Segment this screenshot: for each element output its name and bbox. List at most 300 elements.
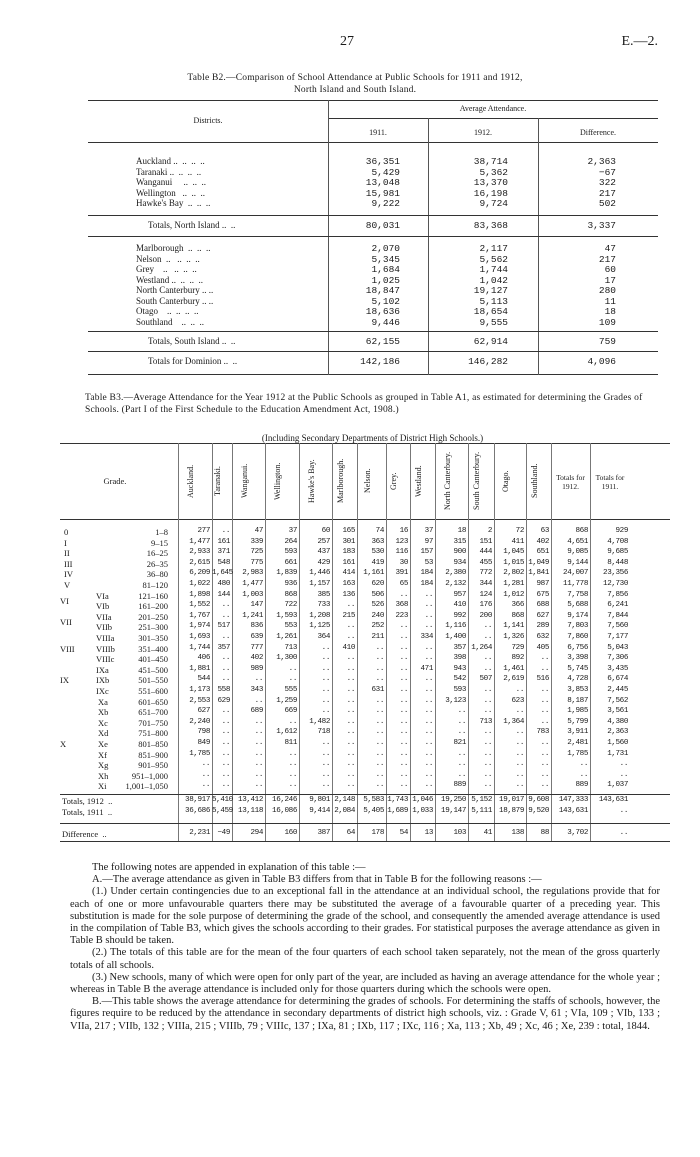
b3-row-20-col-4: ..: [321, 739, 330, 747]
b3-row-13-col-9: 943: [453, 664, 466, 673]
b3-row-10-col-4: 364: [317, 633, 330, 641]
b3-row-13-col-11: 1,461: [503, 664, 524, 673]
b3-grade-group-vi: VI: [60, 595, 69, 606]
b3-row-20-col-8: ..: [424, 739, 433, 747]
b3-row-21-col-14: 1,731: [607, 749, 628, 758]
b2-row-north-0: [88, 156, 658, 167]
b3-row-9-col-7: ..: [399, 622, 408, 631]
b3-row-12-col-13: 3,398: [567, 654, 588, 663]
b3-row-17-col-13: 1,985: [567, 707, 588, 716]
b3-row-1-col-7: 123: [395, 537, 408, 546]
b3-row-5-col-7: 65: [399, 580, 408, 588]
b3-totals_1912-col-3: 16,246: [272, 796, 297, 804]
b2-row-dominion-total-1911: 142,186: [360, 356, 400, 367]
b3-row-23-grade: Xh: [98, 770, 109, 781]
b3-row-9-col-1: 517: [217, 622, 230, 631]
b3-row-13-grade: IXa: [96, 664, 109, 675]
b3-row-16-col-12: ..: [540, 696, 549, 705]
b2-row-north-total-1911: 80,031: [365, 220, 400, 231]
b3-row-21-col-0: 1,785: [189, 749, 210, 758]
b3-row-21-col-4: ..: [321, 749, 330, 758]
b3-row-5-col-12: 987: [536, 580, 549, 588]
b3-row-23-col-9: ..: [457, 770, 466, 779]
b3-row-0-col-4: 60: [321, 527, 330, 535]
b3-row-24-col-13: 889: [575, 781, 588, 790]
b3-row-11-col-14: 5,043: [607, 643, 628, 652]
b3-row-6-col-6: 506: [371, 590, 384, 599]
b3-row-9-col-9: 1,116: [445, 622, 466, 631]
b3-row-22-range: 901–950: [138, 760, 168, 771]
b3-row-0-col-6: 74: [375, 527, 384, 535]
b3-row-17-col-8: ..: [424, 707, 433, 716]
b3-row-1-col-14: 4,708: [607, 537, 628, 546]
b3-row-18-col-0: 2,240: [189, 717, 210, 726]
b2-row-north-4-1911: 9,222: [371, 198, 400, 209]
b3-totals_1911-col-8: 1,033: [412, 806, 433, 815]
b3-row-4-col-14: 23,356: [603, 569, 628, 578]
b3-row-20-grade: Xe: [98, 739, 108, 749]
b3-row-22-col-3: ..: [288, 760, 297, 769]
b3-row-7-col-8: ..: [424, 601, 433, 610]
b3-row-8-col-4: 1,208: [309, 611, 330, 620]
b3-row-12-col-14: 7,306: [607, 654, 628, 663]
b3-row-16-col-9: 3,123: [445, 696, 466, 705]
b2-row-south-2-difference: 60: [604, 264, 616, 275]
b2-row-south-6-1912: 18,654: [473, 306, 508, 317]
b2-row-south-4-difference: 280: [598, 285, 616, 296]
b3-totals_1912-col-7: 1,743: [387, 796, 408, 804]
b3-row-22-grade: Xg: [98, 760, 109, 771]
b3-row-5-col-5: 163: [342, 580, 355, 588]
b3-totals_1911-col-12: 9,520: [528, 806, 549, 815]
b3-row-15-col-7: ..: [399, 686, 408, 694]
b3-row-8-col-2: 1,241: [242, 611, 263, 620]
b3-row-9-col-11: 1,141: [503, 622, 524, 631]
b3-row-20-col-9: 821: [453, 739, 466, 747]
b2-rule-south-total: [88, 351, 658, 352]
b3-difference-col-11: 138: [511, 829, 524, 838]
b3-row-8-col-14: 7,844: [607, 611, 628, 620]
b3-row-2-col-6: 530: [371, 548, 384, 557]
b3-row-9-col-0: 1,974: [189, 622, 210, 631]
b3-totals_1912-col-0: 38,917: [185, 796, 210, 804]
b3-row-16-col-13: 8,187: [567, 696, 588, 705]
b3-row-2-col-13: 9,085: [567, 548, 588, 557]
b3-totals_1911-col-4: 9,414: [309, 806, 330, 815]
b3-row-18-col-13: 5,799: [567, 717, 588, 726]
b3-row-14-col-2: ..: [254, 675, 263, 684]
b3-row-3-col-14: 8,448: [607, 558, 628, 567]
b3-row-0-col-10: 2: [487, 527, 492, 535]
b3-row-15-col-13: 3,853: [567, 686, 588, 694]
b3-row-24-col-8: ..: [424, 781, 433, 790]
b3-row-19-col-9: ..: [457, 728, 466, 737]
b3-row-16-range: 601–650: [138, 696, 168, 707]
b3-row-10-col-12: 632: [536, 633, 549, 641]
b2-row-south-5-district: South Canterbury .. ..: [136, 295, 214, 306]
b3-row-7-col-0: 1,552: [189, 601, 210, 610]
b3-difference-col-7: 54: [399, 829, 408, 838]
b3-row-15-grade: IXc: [96, 686, 109, 696]
b3-row-17-grade: Xb: [98, 707, 109, 718]
b2-row-north-2-difference: 322: [598, 177, 616, 188]
b3-row-14-col-3: ..: [288, 675, 297, 684]
b2-row-south-total: [88, 336, 658, 347]
b3-rule-top: [60, 443, 670, 444]
page-header: [0, 34, 700, 50]
b3-totals_1911-col-3: 16,086: [272, 806, 297, 815]
b3-totals_1912-col-8: 1,046: [412, 796, 433, 804]
b3-row-19-col-14: 2,363: [607, 728, 628, 737]
b3-row-22-col-2: ..: [254, 760, 263, 769]
document-reference: E.—2.: [621, 34, 658, 49]
b3-row-18-col-2: ..: [254, 717, 263, 726]
b3-row-1-col-3: 264: [284, 537, 297, 546]
b3-row-14-grade: IXb: [96, 675, 110, 686]
b3-row-4-col-11: 2,802: [503, 569, 524, 578]
b3-row-1-col-11: 411: [511, 537, 524, 546]
note-b: B.—This table shows the average attendance for determining the grades of schools. For determining the staffs of schools, however, the figures require to be reduced by the attendance in secondary departments of district high schools, viz. : Grade V, 61 ; VIa, 109 ; VIb, 133 ; VIIa, 217 ; VIIb, 132 ; VIIIa, 215 ; VIIIb, 79 ; VIIIc, 137 ; IXa, 81 ; IXb, 117 ; IXc, 116 ; Xa, 113 ; Xb, 49 ; Xc, 46 ; Xe, 239 : total, 1844.: [70, 996, 660, 1032]
b3-row-7-col-1: ..: [221, 601, 230, 610]
b3-row-2-col-8: 157: [420, 548, 433, 557]
b3-row-13-col-0: 1,881: [189, 664, 210, 673]
b3-row-8-col-7: 223: [395, 611, 408, 620]
b2-row-south-4: [88, 285, 658, 296]
b3-row-8-col-6: 240: [371, 611, 384, 620]
b3-row-17-col-14: 3,561: [607, 707, 628, 716]
b3-row-9-grade: VIIb: [96, 622, 113, 633]
b3-row-6-col-8: ..: [424, 590, 433, 599]
b2-row-south-5-1912: 5,113: [479, 295, 508, 307]
b3-row-10-col-6: 211: [371, 633, 384, 641]
b3-row-19-col-8: ..: [424, 728, 433, 737]
b3-row-23-col-5: ..: [346, 770, 355, 779]
b3-row-14-col-8: ..: [424, 675, 433, 684]
b3-row-11-col-12: 405: [536, 643, 549, 652]
b2-row-south-total-difference: 759: [598, 336, 616, 347]
b3-totals_1912-label: Totals, 1912 ..: [62, 796, 113, 806]
b3-row-2-col-0: 2,933: [189, 548, 210, 557]
b2-row-north-0-1911: 36,351: [365, 156, 400, 167]
b2-row-south-6-1911: 18,636: [365, 306, 400, 317]
b3-totals_1911-col-10: 5,111: [471, 806, 492, 815]
b2-row-dominion-total-difference: 4,096: [587, 356, 616, 367]
b3-row-7-col-4: 733: [317, 601, 330, 610]
b3-row-16-col-1: 629: [217, 696, 230, 705]
b3-row-17-col-11: ..: [515, 707, 524, 716]
b3-row-8-col-11: 868: [511, 611, 524, 620]
b3-row-24-col-0: ..: [201, 781, 210, 790]
b3-row-19-grade: Xd: [98, 728, 109, 739]
b3-grade-group-vii: VII: [60, 617, 72, 628]
b2-row-north-1-1912: 5,362: [479, 166, 508, 178]
b3-row-2-col-10: 444: [479, 548, 492, 557]
b3-row-5-col-1: 480: [217, 580, 230, 588]
b3-grade-group-x: X: [60, 739, 67, 749]
b3-header-district-4: Hawke's Bay.: [306, 459, 316, 503]
b3-row-20-col-11: ..: [515, 739, 524, 747]
b3-row-11-col-8: ..: [424, 643, 433, 652]
b3-row-12-grade: VIIIc: [96, 654, 115, 665]
b3-row-7-col-9: 410: [453, 601, 466, 610]
b3-row-10-col-8: 334: [420, 633, 433, 641]
b3-row-9-col-2: 836: [250, 622, 263, 631]
b2-row-north-3: [88, 188, 658, 199]
b3-row-18-col-10: 713: [479, 717, 492, 726]
b3-row-1-col-2: 339: [250, 537, 263, 546]
b3-row-22-col-6: ..: [375, 760, 384, 769]
b2-row-south-3: [88, 275, 658, 286]
b3-row-1-col-0: 1,477: [189, 537, 210, 546]
b3-row-12-col-9: 398: [453, 654, 466, 663]
b2-row-south-0-difference: 47: [604, 243, 616, 254]
b3-totals_1911-col-11: 18,879: [499, 806, 524, 815]
b3-row-20-col-0: 849: [197, 739, 210, 747]
b3-row-17-col-9: ..: [457, 707, 466, 716]
b3-row-22-col-12: ..: [540, 760, 549, 769]
b3-totals_1912-col-6: 5,583: [363, 796, 384, 804]
b3-row-2-grade: II: [64, 548, 70, 559]
b3-row-21-col-10: ..: [483, 749, 492, 758]
b3-row-23-col-6: ..: [375, 770, 384, 779]
b3-difference-col-0: 2,231: [189, 829, 210, 838]
b3-row-16-col-8: ..: [424, 696, 433, 705]
b2-row-north-4-difference: 502: [598, 198, 616, 209]
b3-row-21-col-6: ..: [375, 749, 384, 758]
b3-row-0-col-1: ..: [221, 527, 230, 535]
b3-row-5-col-9: 2,132: [445, 580, 466, 588]
b3-header-district-3: Wellington.: [273, 462, 282, 500]
b3-row-10-col-3: 1,261: [276, 633, 297, 641]
b3-row-15-col-11: ..: [515, 686, 524, 694]
b2-row-north-1: [88, 167, 658, 178]
b2-header-districts: Districts.: [193, 116, 223, 125]
b3-row-1-col-9: 315: [453, 537, 466, 546]
b2-row-north-3-district: Wellington .. .. ..: [136, 187, 206, 198]
b3-row-24-col-3: ..: [288, 781, 297, 790]
b3-row-5-col-2: 1,477: [242, 580, 263, 588]
b3-row-23-col-8: ..: [424, 770, 433, 779]
b3-row-23-col-11: ..: [515, 770, 524, 779]
b3-row-0-col-0: 277: [197, 527, 210, 535]
b2-row-south-0: [88, 243, 658, 254]
b3-row-9-col-6: 252: [371, 622, 384, 631]
b3-row-4-col-12: 1,841: [528, 569, 549, 578]
b3-row-23-col-2: ..: [254, 770, 263, 779]
b3-row-9-col-13: 7,803: [567, 622, 588, 631]
b3-row-18-grade: Xc: [98, 717, 108, 728]
b3-row-6-col-13: 7,758: [567, 590, 588, 599]
b3-row-22-col-0: ..: [201, 760, 210, 769]
b3-row-5-grade: V: [64, 580, 71, 590]
b3-row-10-col-2: 639: [250, 633, 263, 641]
b3-row-14-col-0: 544: [197, 675, 210, 684]
b3-row-1-col-13: 4,651: [567, 537, 588, 546]
b3-row-11-col-3: 713: [284, 643, 297, 652]
b3-row-9-col-12: 289: [536, 622, 549, 631]
b2-row-south-3-difference: 17: [604, 274, 616, 286]
b2-row-north-0-difference: 2,363: [587, 156, 616, 167]
b3-row-16-grade: Xa: [98, 696, 108, 707]
b2-row-north-1-district: Taranaki .. .. .. ..: [136, 166, 202, 177]
b2-row-south-0-1911: 2,070: [371, 243, 400, 254]
b3-row-0-col-5: 165: [342, 527, 355, 535]
b3-row-5-col-0: 1,022: [189, 580, 210, 588]
b3-row-20-col-3: 811: [284, 739, 297, 747]
b3-row-14-range: 501–550: [138, 675, 168, 686]
b3-difference-col-9: 103: [453, 829, 466, 838]
b3-row-6-col-12: 675: [536, 590, 549, 599]
b3-row-6-col-14: 7,856: [607, 590, 628, 599]
b3-row-6-col-0: 1,898: [189, 590, 210, 599]
b3-row-24-col-4: ..: [321, 781, 330, 790]
b2-row-dominion-total-district: Totals for Dominion .. ..: [148, 356, 238, 366]
b3-row-9-col-8: ..: [424, 622, 433, 631]
b3-row-9-col-5: ..: [346, 622, 355, 631]
b3-row-0-col-8: 37: [424, 527, 433, 535]
b3-row-17-col-2: 689: [250, 707, 263, 716]
b3-header-district-0: Auckland.: [186, 464, 195, 498]
b3-row-15-col-9: 593: [453, 686, 466, 694]
note-a-heading: A.—The average attendance as given in Table B3 differs from that in Table B for the following reasons :—: [92, 874, 542, 886]
b3-row-20-col-10: ..: [483, 739, 492, 747]
b3-row-8-col-10: 200: [479, 611, 492, 620]
b3-row-16-col-0: 2,553: [189, 696, 210, 705]
b3-row-7-range: 161–200: [138, 601, 168, 612]
b2-row-south-1-1912: 5,562: [479, 253, 508, 265]
b3-header-total-1912: Totals for 1912.: [556, 473, 585, 491]
b3-row-2-col-1: 371: [217, 548, 230, 557]
b3-row-13-col-2: 989: [250, 664, 263, 673]
b3-row-6-col-7: ..: [399, 590, 408, 599]
b3-row-2-col-5: 183: [342, 548, 355, 557]
b3-row-14-col-11: 2,619: [503, 675, 524, 684]
b3-row-1-col-5: 301: [342, 537, 355, 546]
b3-row-5-col-8: 184: [420, 580, 433, 588]
b3-difference-col-5: 64: [346, 829, 355, 838]
b3-row-10-col-7: ..: [399, 633, 408, 641]
b3-row-22-col-10: ..: [483, 760, 492, 769]
b3-totals_1911-col-13: 143,631: [558, 806, 588, 815]
b3-row-13-col-6: ..: [375, 664, 384, 673]
b2-header-average-attendance: Average Attendance.: [459, 104, 527, 113]
b3-row-23-col-0: ..: [201, 770, 210, 779]
b2-header-difference: Difference.: [579, 128, 617, 137]
b2-rule-group: [328, 118, 658, 119]
b3-row-23-col-3: ..: [288, 770, 297, 779]
b3-row-4-col-8: 184: [420, 569, 433, 578]
b3-row-23-range: 951–1,000: [131, 770, 168, 781]
b2-row-north-2-district: Wanganui .. .. ..: [136, 177, 207, 187]
b3-row-13-col-14: 3,435: [607, 664, 628, 673]
b3-totals_1912-col-10: 5,152: [471, 796, 492, 804]
b3-row-23-col-13: ..: [579, 770, 588, 779]
b3-rule-difference: [60, 823, 670, 824]
b3-row-20-col-7: ..: [399, 739, 408, 747]
b3-row-3-col-12: 1,049: [528, 558, 549, 567]
b2-row-north-total-district: Totals, North Island .. ..: [148, 220, 236, 230]
b3-row-19-col-4: 718: [317, 728, 330, 737]
b2-row-south-6: [88, 306, 658, 317]
b3-row-8-col-9: 992: [453, 611, 466, 620]
b3-row-4-col-3: 1,839: [276, 569, 297, 578]
b3-row-22-col-7: ..: [399, 760, 408, 769]
b3-difference-col-10: 41: [483, 829, 492, 838]
b3-totals_1911-col-9: 19,147: [441, 806, 466, 815]
b3-row-0-col-13: 868: [575, 527, 588, 535]
b3-row-7-col-7: 368: [395, 601, 408, 610]
b3-row-10-col-14: 7,177: [607, 633, 628, 641]
b2-row-south-3-1912: 1,042: [479, 274, 508, 286]
b3-row-4-col-1: 1,645: [212, 569, 233, 578]
b3-row-3-col-13: 9,144: [567, 558, 588, 567]
b2-row-north-1-difference: −67: [598, 166, 616, 178]
b2-row-south-2-district: Grey .. .. .. ..: [136, 264, 197, 274]
b3-row-22-col-11: ..: [515, 760, 524, 769]
b3-row-4-col-2: 2,983: [242, 569, 263, 578]
b3-row-15-col-3: 555: [284, 686, 297, 694]
b3-row-18-col-3: ..: [288, 717, 297, 726]
b3-row-1-col-4: 257: [317, 537, 330, 546]
b3-row-18-col-1: ..: [221, 717, 230, 726]
b3-row-9-col-14: 7,560: [607, 622, 628, 631]
b2-row-south-6-difference: 18: [604, 306, 616, 317]
b3-row-12-col-6: ..: [375, 654, 384, 663]
b3-row-15-col-8: ..: [424, 686, 433, 694]
b3-row-21-col-2: ..: [254, 749, 263, 758]
b3-row-13-col-10: ..: [483, 664, 492, 673]
b3-row-11-range: 351–400: [138, 643, 168, 654]
b3-row-19-col-10: ..: [483, 728, 492, 737]
b3-row-11-col-7: ..: [399, 643, 408, 652]
b3-row-19-col-2: ..: [254, 728, 263, 737]
b3-row-6-col-4: 385: [317, 590, 330, 599]
b2-rule-north-total: [88, 236, 658, 237]
b3-row-4-col-5: 414: [342, 569, 355, 578]
b2-row-north-total: [88, 220, 658, 231]
b3-row-24-col-9: 889: [453, 781, 466, 790]
b3-row-21-col-11: ..: [515, 749, 524, 758]
b3-row-10-col-5: ..: [346, 633, 355, 641]
b3-row-4-col-6: 1,161: [363, 569, 384, 578]
b3-row-18-col-4: 1,482: [309, 717, 330, 726]
b3-difference-col-6: 178: [371, 829, 384, 838]
b3-row-13-col-3: ..: [288, 664, 297, 673]
b2-row-north-3-difference: 217: [598, 187, 616, 199]
b3-row-1-col-6: 363: [371, 537, 384, 546]
b3-row-2-col-3: 593: [284, 548, 297, 557]
b3-row-4-col-9: 2,380: [445, 569, 466, 578]
b3-row-3-grade: III: [64, 558, 73, 569]
b3-row-12-col-5: ..: [346, 654, 355, 663]
b3-row-24-range: 1,001–1,050: [125, 781, 168, 792]
b3-totals_1912-col-14: 143,631: [598, 796, 628, 804]
b3-row-14-col-4: ..: [321, 675, 330, 684]
b3-row-11-col-0: 1,744: [189, 643, 210, 652]
b3-row-19-col-6: ..: [375, 728, 384, 737]
b3-row-0-grade: 0: [64, 527, 69, 537]
b3-row-13-col-7: ..: [399, 664, 408, 673]
b3-row-3-col-5: 161: [342, 558, 355, 567]
b2-row-dominion-total: [88, 356, 658, 367]
b2-row-south-0-1912: 2,117: [479, 243, 508, 254]
b3-row-15-col-1: 558: [217, 686, 230, 694]
b3-totals_1911-label: Totals, 1911 ..: [62, 806, 113, 817]
b3-row-3-col-4: 429: [317, 558, 330, 567]
b3-row-14-col-6: ..: [375, 675, 384, 684]
table-b2: [88, 100, 658, 375]
b3-row-14-col-14: 6,674: [607, 675, 628, 684]
